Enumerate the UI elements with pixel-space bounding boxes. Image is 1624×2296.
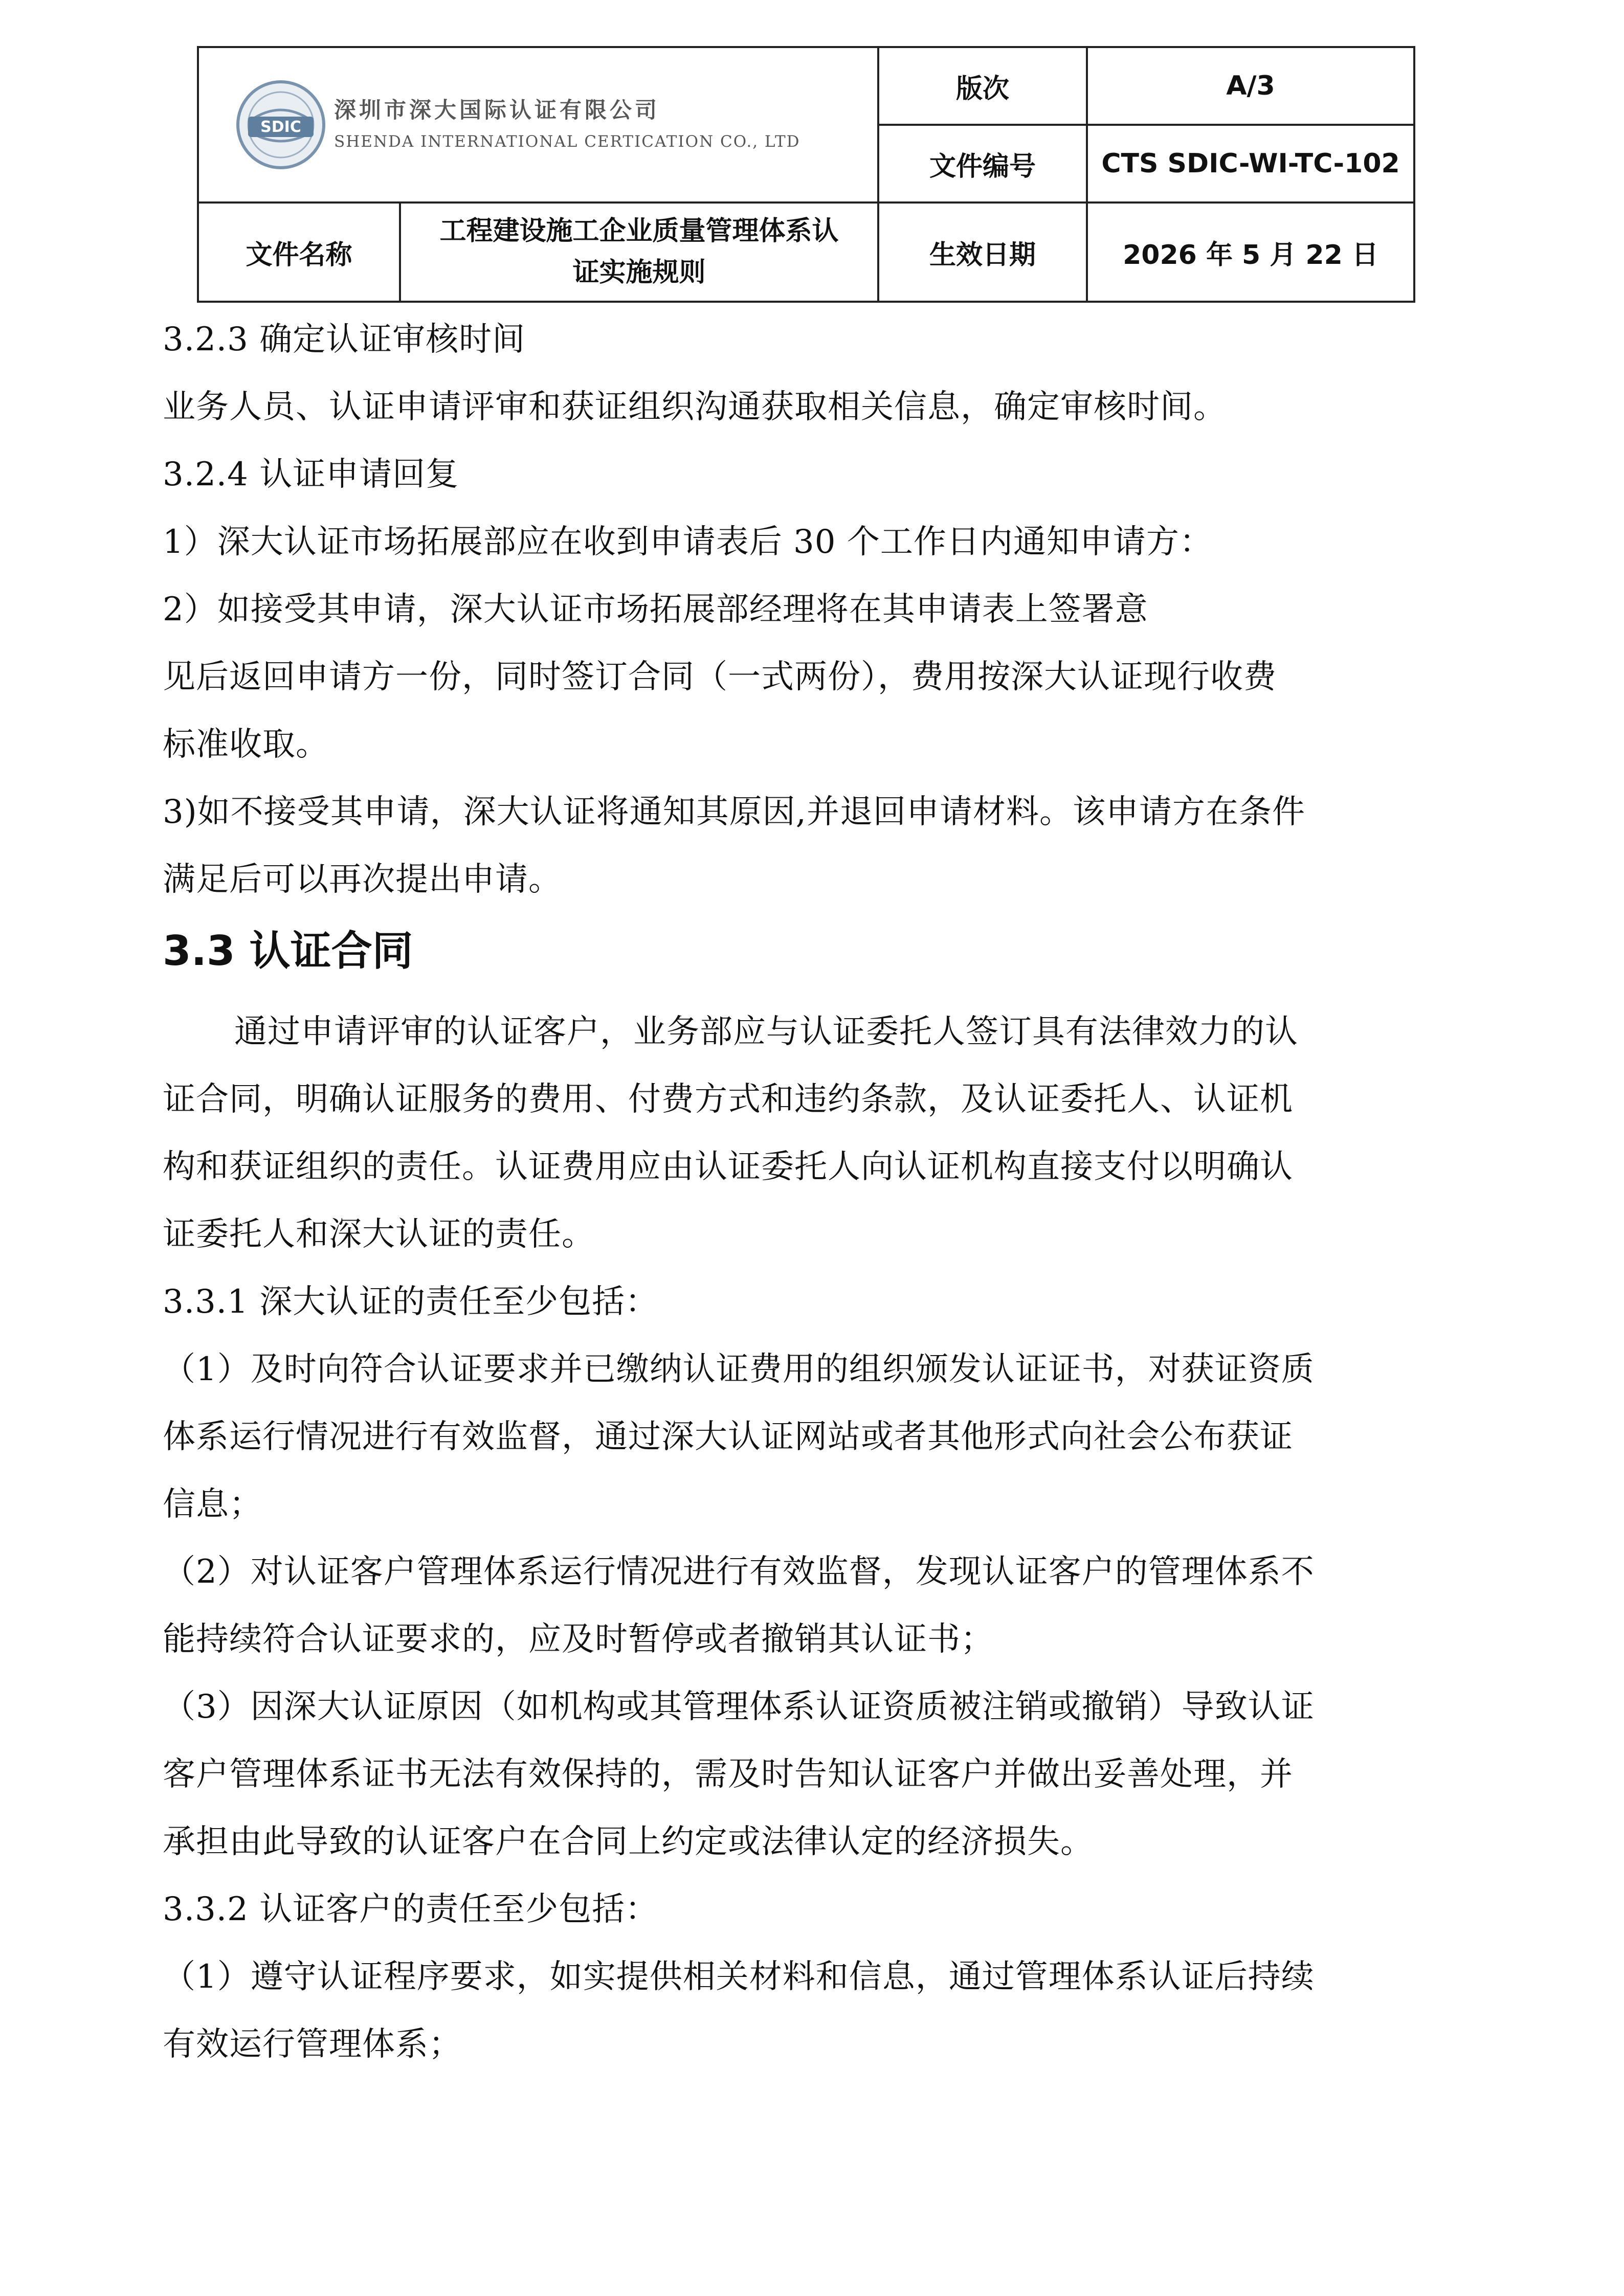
section-3-3-heading: 3.3 认证合同 <box>163 927 413 975</box>
body-line: 客户管理体系证书无法有效保持的，需及时告知认证客户并做出妥善处理，并 <box>163 1755 1293 1793</box>
version-value: A/3 <box>1087 47 1414 125</box>
body-line: （1）遵守认证程序要求，如实提供相关材料和信息，通过管理体系认证后持续 <box>163 1958 1315 1996</box>
body-line: 1）深大认证市场拓展部应在收到申请表后 30 个工作日内通知申请方： <box>163 523 1213 561</box>
sdic-logo-icon <box>235 79 327 171</box>
paragraph-line: 构和获证组织的责任。认证费用应由认证委托人向认证机构直接支付以明确认 <box>163 1148 1293 1186</box>
doc-number-label: 文件编号 <box>878 125 1087 202</box>
body-line: 标准收取。 <box>163 726 329 763</box>
body-line: 见后返回申请方一份，同时签订合同（一式两份），费用按深大认证现行收费 <box>163 658 1277 696</box>
doc-name-label: 文件名称 <box>198 202 400 302</box>
body-line: 体系运行情况进行有效监督，通过深大认证网站或者其他形式向社会公布获证 <box>163 1418 1293 1456</box>
doc-number-value: CTS SDIC-WI-TC-102 <box>1087 125 1414 202</box>
doc-name-value <box>400 202 878 302</box>
section-3-2-4-title: 3.2.4 认证申请回复 <box>163 456 459 493</box>
section-3-3-1-title: 3.3.1 深大认证的责任至少包括： <box>163 1283 659 1321</box>
body-line: 能持续符合认证要求的，应及时暂停或者撤销其认证书； <box>163 1620 994 1658</box>
company-name-cn: 深圳市深大国际认证有限公司 <box>334 98 660 124</box>
body-line: 信息； <box>163 1485 262 1523</box>
document-header-table <box>197 46 1415 303</box>
body-line: 有效运行管理体系； <box>163 2025 462 2063</box>
body-line: 满足后可以再次提出申请。 <box>163 861 562 898</box>
body-line: （1）及时向符合认证要求并已缴纳认证费用的组织颁发认证证书，对获证资质 <box>163 1350 1315 1388</box>
body-line: 2）如接受其申请，深大认证市场拓展部经理将在其申请表上签署意 <box>163 591 1148 628</box>
paragraph-line: 证合同，明确认证服务的费用、付费方式和违约条款，及认证委托人、认证机 <box>163 1081 1293 1118</box>
effective-date-value: 2026 年 5 月 22 日 <box>1087 202 1414 302</box>
doc-name-line-1: 工程建设施工企业质量管理体系认 <box>439 216 839 247</box>
body-line: （3）因深大认证原因（如机构或其管理体系认证资质被注销或撤销）导致认证 <box>163 1688 1315 1726</box>
document-body <box>163 306 1472 2078</box>
body-line: 业务人员、认证申请评审和获证组织沟通获取相关信息，确定审核时间。 <box>163 388 1227 426</box>
body-line: （2）对认证客户管理体系运行情况进行有效监督，发现认证客户的管理体系不 <box>163 1553 1315 1591</box>
section-3-3-2-title: 3.3.2 认证客户的责任至少包括： <box>163 1890 659 1928</box>
body-line: 3)如不接受其申请，深大认证将通知其原因,并退回申请材料。该申请方在条件 <box>163 793 1306 831</box>
section-3-2-3-title: 3.2.3 确定认证审核时间 <box>163 321 526 358</box>
company-logo-cell <box>198 47 878 202</box>
paragraph-line: 证委托人和深大认证的责任。 <box>163 1215 595 1253</box>
doc-name-line-2: 证实施规则 <box>572 257 706 288</box>
company-name-en: SHENDA INTERNATIONAL CERTICATION CO., LTD <box>334 132 800 151</box>
paragraph-line: 通过申请评审的认证客户，业务部应与认证委托人签订具有法律效力的认 <box>234 1013 1298 1051</box>
version-label: 版次 <box>878 47 1087 125</box>
svg-text:SDIC: SDIC <box>260 118 301 136</box>
body-line: 承担由此导致的认证客户在合同上约定或法律认定的经济损失。 <box>163 1823 1094 1861</box>
effective-date-label: 生效日期 <box>878 202 1087 302</box>
